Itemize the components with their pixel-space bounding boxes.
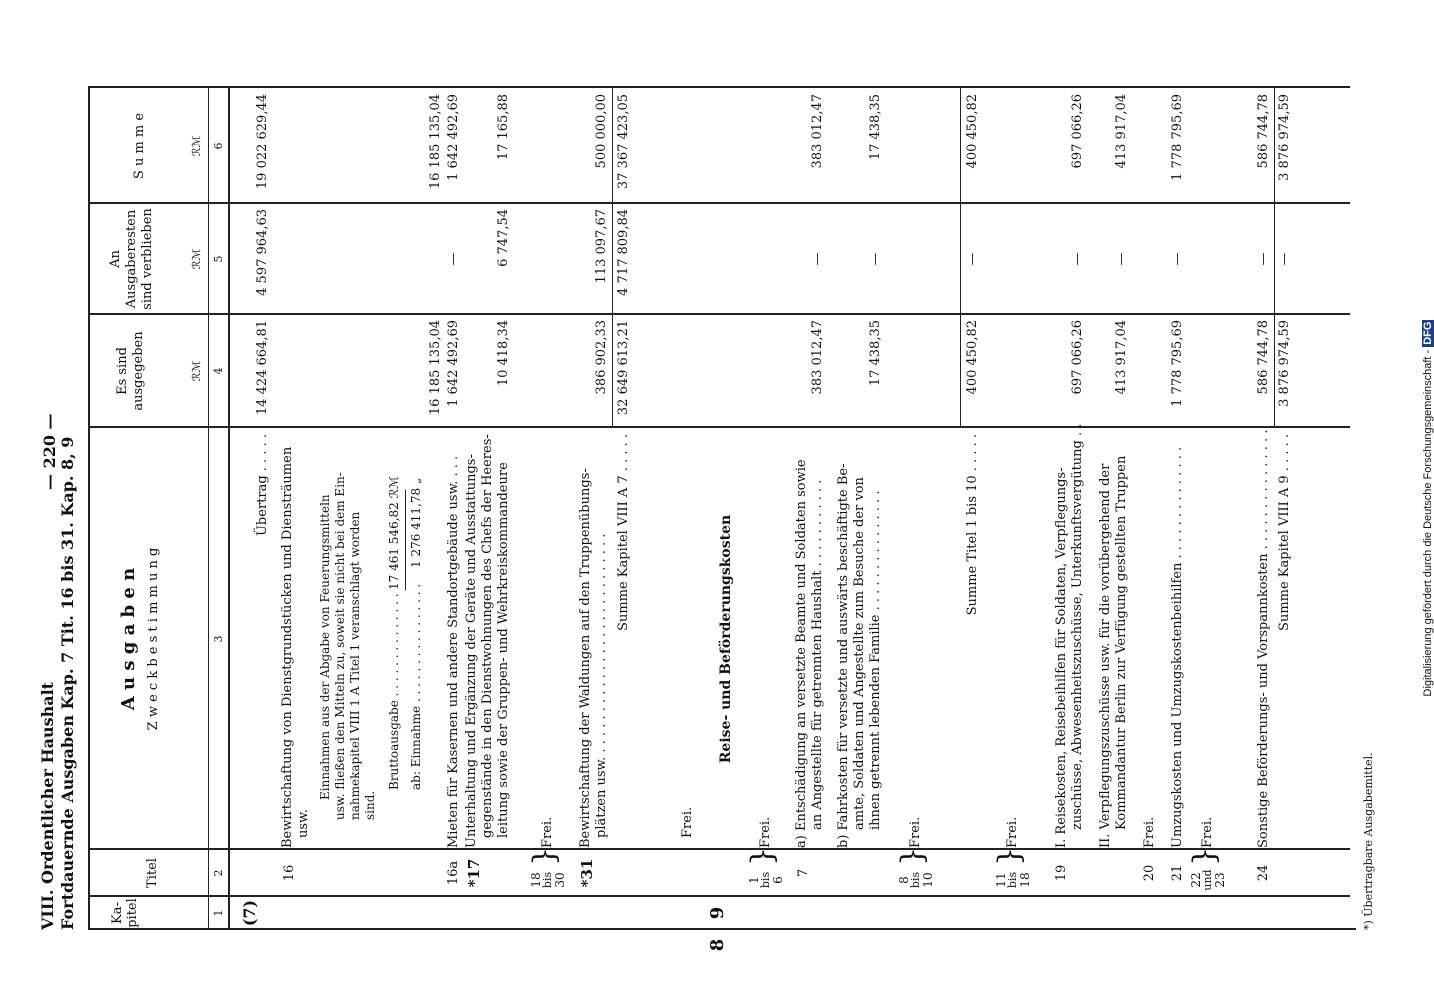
t16a-c6: 1 642 492,69 xyxy=(446,94,461,181)
titel-1: 1 xyxy=(747,876,761,884)
col-divider-3 xyxy=(88,426,1350,428)
t7a-c5: — xyxy=(810,252,825,266)
titel-bis: bis xyxy=(909,871,922,889)
t19I-c6: 697 066,26 xyxy=(1070,94,1085,169)
t22-frei: Frei. xyxy=(1200,816,1215,848)
sum7-c4: 32 649 613,21 xyxy=(616,320,631,416)
t16-note2: usw. fließen den Mitteln zu, soweit sie nicht bei dem Ein- xyxy=(333,472,347,820)
t24-c5: — xyxy=(1256,252,1271,266)
sum9-c4: 3 876 974,59 xyxy=(1277,320,1292,407)
kapitel-8: 8 xyxy=(707,938,728,952)
colnum-1: 1 xyxy=(212,909,225,917)
t7b-line2: amte, Soldaten und Angestellte zum Besuche der von xyxy=(852,477,867,830)
t17-line3: leitung sowie der Gruppen- und Wehrkreiskommandeure xyxy=(496,462,511,838)
t16-line2: usw. xyxy=(296,809,311,838)
brace-icon: } xyxy=(1187,846,1222,866)
t16-note4: sind. xyxy=(363,790,377,820)
brutto-value: 17 461 546,82 ℛℳ xyxy=(387,475,401,590)
sum9-c5: — xyxy=(1277,252,1292,266)
t19I-line1: I. Reisekosten, Reisebeihilfen für Soldaten, Verpflegungs- xyxy=(1054,467,1069,848)
brace-icon: } xyxy=(992,846,1027,866)
header-ausgaben: A u s g a b e n xyxy=(118,567,139,711)
sum9-c6: 3 876 974,59 xyxy=(1277,94,1292,181)
sum7-c5: 4 717 809,84 xyxy=(616,209,631,296)
t19I-c4: 697 066,26 xyxy=(1070,320,1085,395)
titel-22-23 xyxy=(1190,865,1226,895)
col-divider-1 xyxy=(88,895,1350,897)
titel-21: 21 xyxy=(1170,864,1185,882)
t16-note1: Einnahmen aus der Abgabe von Feuerungsmitteln xyxy=(318,494,332,800)
sum9-rule xyxy=(1274,88,1275,426)
titel-18-30 xyxy=(530,865,566,895)
header-col4: Es sind ausgegeben xyxy=(115,331,146,411)
t19I-line2: zuschüsse, Abwesenheitszuschüsse, Unterkunftsvergütung . . xyxy=(1070,423,1085,830)
t24-c6: 586 744,78 xyxy=(1256,94,1271,169)
sum110-c5: — xyxy=(965,252,980,266)
titel-18: 18 xyxy=(529,872,543,888)
t16-c4: 16 185 135,04 xyxy=(428,320,443,416)
header-num-line xyxy=(208,86,209,930)
t31-line2: plätzen usw. . . . . . . . . . . . . . . . . . . . . . . . . . . . xyxy=(594,533,609,838)
t31-c6: 500 000,00 xyxy=(594,94,609,169)
titel-11: 11 xyxy=(994,872,1008,888)
t17-line2: gegenstände in den Dienstwohnungen des Chefs der Heeres- xyxy=(480,434,495,838)
t7a-line2: an Angestellte für getrennten Haushalt . . . . . . . . . . . xyxy=(810,479,825,830)
digitization-text xyxy=(1422,18,1434,998)
header-kapitel: Ka- pitel xyxy=(110,898,140,928)
brace-icon: } xyxy=(527,846,562,866)
uebertrag-c6: 19 022 629,44 xyxy=(255,94,270,190)
colnum-2: 2 xyxy=(212,869,225,877)
t20-frei: Frei. xyxy=(1142,816,1157,848)
t24-c4: 586 744,78 xyxy=(1256,320,1271,395)
sum110-label: Summe Titel 1 bis 10 . . . . . xyxy=(965,434,980,616)
col-divider-4 xyxy=(88,313,1350,315)
titel-bis: bis xyxy=(541,871,554,889)
unit-col5: ℛℳ xyxy=(190,248,203,270)
unit-col6: ℛℳ xyxy=(190,135,203,157)
page-number: — 220 — xyxy=(40,413,59,490)
unit-col4: ℛℳ xyxy=(190,360,203,382)
titel-10: 10 xyxy=(921,872,935,888)
t21-c5: — xyxy=(1170,252,1185,266)
t31-c5: 113 097,67 xyxy=(594,209,609,284)
titel-bis: bis xyxy=(1006,871,1019,889)
titel-30: 30 xyxy=(553,872,567,888)
titel-1-6 xyxy=(748,865,784,895)
sum110-c6: 400 450,82 xyxy=(965,94,980,169)
footnote: *) Übertragbare Ausgabemittel. xyxy=(1362,752,1375,930)
t17-c5: 6 747,54 xyxy=(496,209,511,267)
t16a-text: Mieten für Kasernen und andere Standortgebäude usw. . . . xyxy=(446,455,461,848)
sum110-rule xyxy=(960,88,961,426)
t16-note3: nahmekapitel VIII 1 A Titel 1 veranschlagt worden xyxy=(348,511,362,820)
titel-8: 8 xyxy=(897,876,911,884)
colnum-5: 5 xyxy=(212,255,225,263)
dfg-logo: DFG xyxy=(1422,321,1434,345)
kap8-frei: Frei. xyxy=(680,806,695,838)
titel-23: 23 xyxy=(1213,872,1227,888)
t19I-c5: — xyxy=(1070,252,1085,266)
einnahme-underline xyxy=(405,490,406,590)
colnum-6: 6 xyxy=(212,142,225,150)
header-col6: S u m m e xyxy=(132,112,147,180)
t1-frei: Frei. xyxy=(758,816,773,848)
t17-c6: 17 165,88 xyxy=(496,94,511,161)
t16a-c4: 1 642 492,69 xyxy=(446,320,461,407)
t7b-c5: — xyxy=(868,252,883,266)
uebertrag-c4: 14 424 664,81 xyxy=(255,320,270,416)
t16a-c5: — xyxy=(446,252,461,266)
header-col5: An Ausgaberesten sind verblieben xyxy=(108,208,155,310)
reise-heading: Reise- und Beförderungskosten xyxy=(718,514,734,764)
header-bottom-line xyxy=(228,86,230,930)
t21-c4: 1 778 795,69 xyxy=(1170,320,1185,407)
t24-text: Sonstige Beförderungs- und Vorspannkosten . . . . . . . . . . . . . . . xyxy=(1256,429,1271,848)
header-zweckbestimmung: Z w e c k b e s t i m m u n g xyxy=(146,547,161,731)
digitization-label: Digitalisierung gefördert durch die Deutsche Forschungsgemeinschaft - xyxy=(1422,349,1434,697)
titel-24: 24 xyxy=(1256,864,1271,882)
t31-c4: 386 902,33 xyxy=(594,320,609,395)
colnum-4: 4 xyxy=(212,367,225,375)
digitization-credit xyxy=(1412,8,1434,998)
kapitel-9: 9 xyxy=(707,906,728,920)
t19II-c5: — xyxy=(1114,252,1129,266)
col-divider-5 xyxy=(88,202,1350,204)
sum7-c6: 37 367 423,05 xyxy=(616,94,631,190)
t16-c6: 16 185 135,04 xyxy=(428,94,443,190)
einnahme-label: ab: Einnahme . . . . . . . . . . . . . . . . xyxy=(409,583,423,790)
header-titel: Titel xyxy=(145,858,160,888)
t7b-line3: ihnen getrennt lebenden Familie . . . . . . . . . . . . . . . xyxy=(868,490,883,830)
brace-icon: } xyxy=(895,846,930,866)
table-border-right xyxy=(88,86,1350,88)
t7a-line1: a) Entschädigung an versetzte Beamte und Soldaten sowie xyxy=(794,459,809,848)
t19II-line2: Kommandantur Berlin zur Verfügung gestellten Truppen xyxy=(1114,455,1129,830)
t19II-c4: 413 917,04 xyxy=(1114,320,1129,395)
t7b-c6: 17 438,35 xyxy=(868,94,883,161)
titel-18: 18 xyxy=(1018,872,1032,888)
table-top-line xyxy=(88,86,90,930)
uebertrag-label: Übertrag . . . . . xyxy=(255,434,270,537)
col-divider-2 xyxy=(88,848,1350,850)
titel-16a: 16a xyxy=(446,860,461,886)
titel-11-18 xyxy=(995,865,1031,895)
t16-line1: Bewirtschaftung von Dienstgrundstücken und Diensträumen xyxy=(280,446,295,848)
einnahme-value: 1 276 411,78 „ xyxy=(409,477,423,568)
titel-8-10 xyxy=(898,865,934,895)
titel-und: und xyxy=(1201,869,1214,891)
t7a-c4: 383 012,47 xyxy=(810,320,825,395)
t17-c4: 10 418,34 xyxy=(496,320,511,387)
titel-19: 19 xyxy=(1054,864,1069,882)
t8-frei: Frei. xyxy=(908,816,923,848)
titel-17: *17 xyxy=(465,858,483,888)
page-subtitle: Fortdauernde Ausgaben Kap. 7 Tit. 16 bis 31. Kap. 8, 9 xyxy=(58,436,77,930)
t31-line1: Bewirtschaftung der Waldungen auf den Truppenübungs- xyxy=(578,468,593,848)
t7a-c6: 383 012,47 xyxy=(810,94,825,169)
uebertrag-c5: 4 597 964,63 xyxy=(255,209,270,296)
sum9-label: Summe Kapitel VIII A 9 . . . . . xyxy=(1277,434,1292,631)
sum7-label: Summe Kapitel VIII A 7 . . . . . xyxy=(616,434,631,631)
titel-31: *31 xyxy=(578,858,596,888)
titel-6: 6 xyxy=(771,876,785,884)
brutto-label: Bruttoausgabe . . . . . . . . . . . . . . xyxy=(387,593,401,790)
t7b-c4: 17 438,35 xyxy=(868,320,883,387)
t7b-line1: b) Fahrkosten für versetzte und auswärts beschäftigte Be- xyxy=(836,463,851,848)
t19II-line1: II. Verpflegungszuschüsse usw. für die vorübergehend der xyxy=(1098,463,1113,848)
t19II-c6: 413 917,04 xyxy=(1114,94,1129,169)
titel-20: 20 xyxy=(1142,864,1157,882)
t18-frei: Frei. xyxy=(540,816,555,848)
t21-text: Umzugskosten und Umzugskostenbeihilfen . . . . . . . . . . . . . . xyxy=(1170,446,1185,848)
section-title: VIII. Ordentlicher Haushalt xyxy=(38,681,57,930)
t17-line1: Unterhaltung und Ergänzung der Geräte und Ausstattungs- xyxy=(464,454,479,848)
brace-icon: } xyxy=(745,846,780,866)
t11-frei: Frei. xyxy=(1005,816,1020,848)
t21-c6: 1 778 795,69 xyxy=(1170,94,1185,181)
titel-7: 7 xyxy=(796,868,811,878)
colnum-3: 3 xyxy=(212,635,225,643)
titel-16: 16 xyxy=(282,864,297,882)
titel-bis: bis xyxy=(759,871,772,889)
sum7-rule xyxy=(612,88,613,426)
kapitel-7: (7) xyxy=(240,899,259,927)
titel-22: 22 xyxy=(1189,872,1203,888)
sum110-c4: 400 450,82 xyxy=(965,320,980,395)
